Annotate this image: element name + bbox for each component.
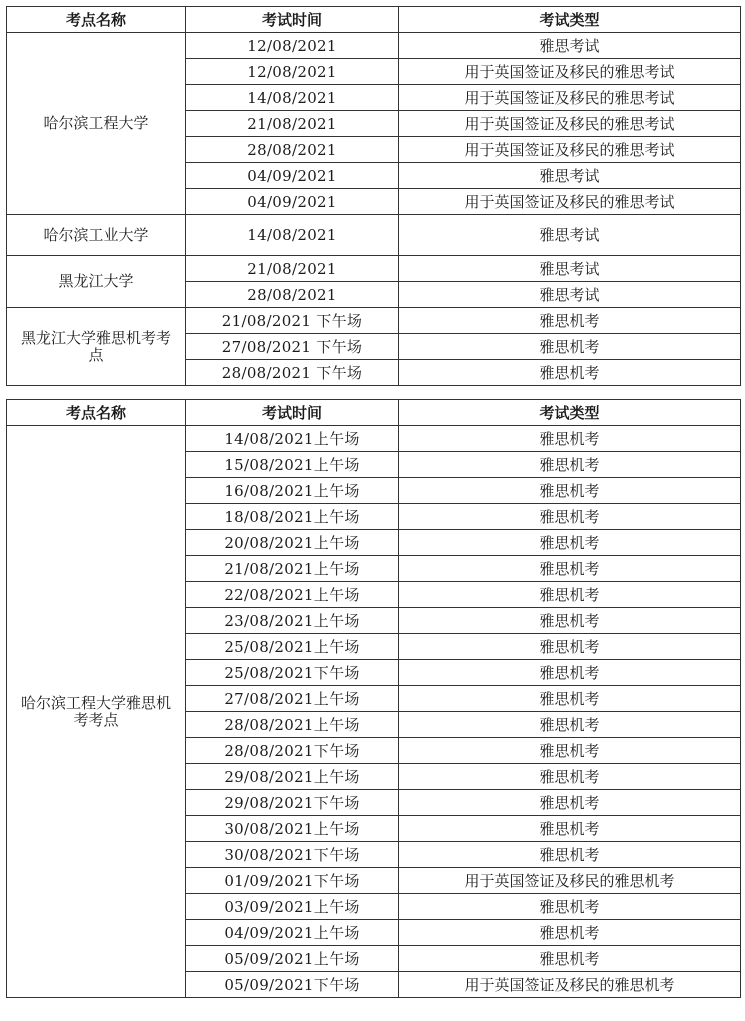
exam-date: 28/08/2021下午场 <box>186 738 399 764</box>
exam-type: 雅思机考 <box>399 426 741 452</box>
exam-type: 雅思机考 <box>399 686 741 712</box>
exam-type: 用于英国签证及移民的雅思考试 <box>399 189 741 215</box>
exam-type: 雅思机考 <box>399 504 741 530</box>
header-date: 考试时间 <box>186 7 399 33</box>
table-row <box>7 33 741 59</box>
header-date: 考试时间 <box>186 400 399 426</box>
exam-date: 05/09/2021上午场 <box>186 946 399 972</box>
exam-date: 21/08/2021 下午场 <box>186 308 399 334</box>
exam-date: 21/08/2021 <box>186 256 399 282</box>
table-row <box>7 215 741 256</box>
exam-date: 12/08/2021 <box>186 59 399 85</box>
exam-type: 用于英国签证及移民的雅思考试 <box>399 137 741 163</box>
exam-date: 16/08/2021上午场 <box>186 478 399 504</box>
exam-date: 14/08/2021 <box>186 215 399 256</box>
exam-date: 29/08/2021上午场 <box>186 764 399 790</box>
venue-name: 黑龙江大学 <box>7 256 186 308</box>
exam-date: 25/08/2021下午场 <box>186 660 399 686</box>
exam-type: 雅思机考 <box>399 894 741 920</box>
exam-type: 雅思机考 <box>399 530 741 556</box>
exam-type: 雅思机考 <box>399 556 741 582</box>
venue-name: 哈尔滨工程大学 <box>7 33 186 215</box>
exam-date: 22/08/2021上午场 <box>186 582 399 608</box>
exam-type: 雅思机考 <box>399 764 741 790</box>
exam-type: 雅思机考 <box>399 582 741 608</box>
table-header-row <box>7 400 741 426</box>
exam-schedule-table-2 <box>6 399 741 998</box>
exam-date: 18/08/2021上午场 <box>186 504 399 530</box>
exam-date: 28/08/2021上午场 <box>186 712 399 738</box>
exam-type: 雅思机考 <box>399 634 741 660</box>
exam-date: 21/08/2021上午场 <box>186 556 399 582</box>
exam-type: 雅思机考 <box>399 920 741 946</box>
exam-type: 雅思机考 <box>399 816 741 842</box>
exam-type: 雅思机考 <box>399 712 741 738</box>
venue-name: 黑龙江大学雅思机考考点 <box>7 308 186 386</box>
exam-type: 雅思机考 <box>399 738 741 764</box>
exam-type: 雅思考试 <box>399 163 741 189</box>
exam-date: 20/08/2021上午场 <box>186 530 399 556</box>
exam-type: 雅思机考 <box>399 360 741 386</box>
exam-date: 03/09/2021上午场 <box>186 894 399 920</box>
exam-type: 雅思机考 <box>399 946 741 972</box>
exam-type: 雅思考试 <box>399 215 741 256</box>
exam-type: 雅思考试 <box>399 256 741 282</box>
exam-date: 04/09/2021 <box>186 189 399 215</box>
exam-date: 28/08/2021 <box>186 137 399 163</box>
exam-date: 28/08/2021 <box>186 282 399 308</box>
exam-type: 用于英国签证及移民的雅思考试 <box>399 111 741 137</box>
exam-type: 用于英国签证及移民的雅思机考 <box>399 972 741 998</box>
exam-date: 14/08/2021 <box>186 85 399 111</box>
table-row <box>7 308 741 334</box>
exam-date: 05/09/2021下午场 <box>186 972 399 998</box>
header-venue: 考点名称 <box>7 7 186 33</box>
exam-date: 29/08/2021下午场 <box>186 790 399 816</box>
exam-type: 雅思考试 <box>399 282 741 308</box>
exam-date: 30/08/2021下午场 <box>186 842 399 868</box>
exam-date: 12/08/2021 <box>186 33 399 59</box>
exam-date: 25/08/2021上午场 <box>186 634 399 660</box>
exam-type: 雅思机考 <box>399 478 741 504</box>
exam-date: 01/09/2021下午场 <box>186 868 399 894</box>
exam-date: 27/08/2021 下午场 <box>186 334 399 360</box>
exam-date: 27/08/2021上午场 <box>186 686 399 712</box>
exam-date: 04/09/2021上午场 <box>186 920 399 946</box>
exam-schedule-table-1 <box>6 6 741 386</box>
exam-type: 雅思机考 <box>399 452 741 478</box>
exam-date: 15/08/2021上午场 <box>186 452 399 478</box>
exam-type: 用于英国签证及移民的雅思机考 <box>399 868 741 894</box>
exam-type: 用于英国签证及移民的雅思考试 <box>399 85 741 111</box>
exam-date: 21/08/2021 <box>186 111 399 137</box>
exam-type: 雅思机考 <box>399 334 741 360</box>
exam-type: 雅思机考 <box>399 308 741 334</box>
header-type: 考试类型 <box>399 7 741 33</box>
exam-type: 雅思考试 <box>399 33 741 59</box>
exam-type: 雅思机考 <box>399 790 741 816</box>
exam-date: 14/08/2021上午场 <box>186 426 399 452</box>
venue-name: 哈尔滨工程大学雅思机考考点 <box>7 426 186 998</box>
exam-date: 30/08/2021上午场 <box>186 816 399 842</box>
exam-date: 23/08/2021上午场 <box>186 608 399 634</box>
table-header-row <box>7 7 741 33</box>
exam-type: 雅思机考 <box>399 608 741 634</box>
table-row <box>7 426 741 452</box>
table-row <box>7 256 741 282</box>
header-venue: 考点名称 <box>7 400 186 426</box>
venue-name: 哈尔滨工业大学 <box>7 215 186 256</box>
exam-date: 04/09/2021 <box>186 163 399 189</box>
exam-date: 28/08/2021 下午场 <box>186 360 399 386</box>
exam-type: 用于英国签证及移民的雅思考试 <box>399 59 741 85</box>
exam-type: 雅思机考 <box>399 660 741 686</box>
header-type: 考试类型 <box>399 400 741 426</box>
exam-type: 雅思机考 <box>399 842 741 868</box>
